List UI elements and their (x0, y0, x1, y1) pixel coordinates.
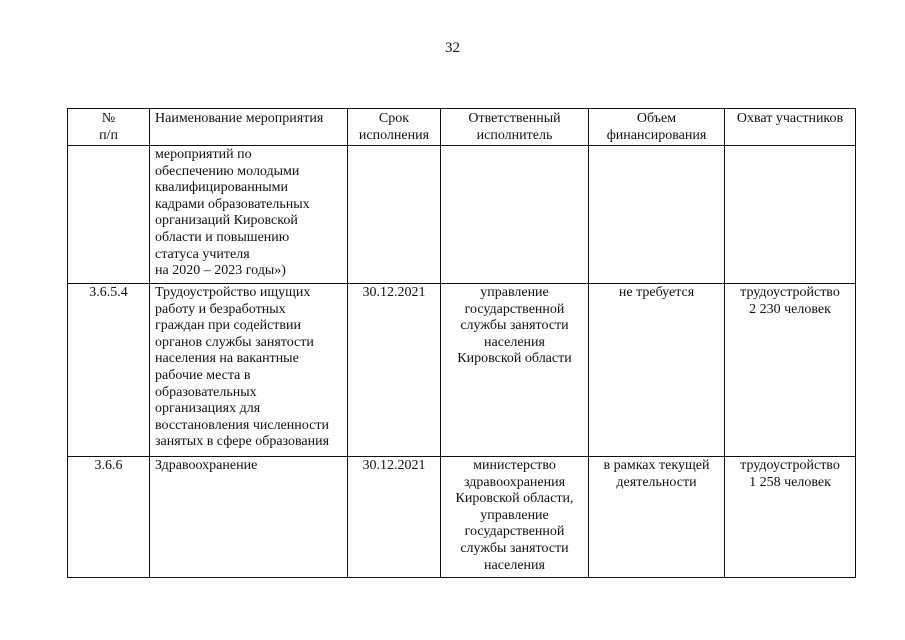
measures-table (67, 108, 856, 578)
cell-responsible: министерство здравоохранения Кировской области, управление государственной службы занятости населения (441, 457, 589, 578)
table-row (68, 457, 856, 578)
cell-num: 3.6.6 (68, 457, 150, 578)
cell-coverage: трудоустройство 1 258 человек (725, 457, 856, 578)
cell-deadline (348, 146, 441, 284)
cell-name: Трудоустройство ищущих работу и безработных граждан при содействии органов службы занятости населения на вакантные рабочие места в образовательных организациях для восстановления численности занятых в сфере образования (150, 284, 348, 457)
cell-responsible (441, 146, 589, 284)
header-funding: Объем финансирования (589, 109, 725, 146)
table-row (68, 284, 856, 457)
cell-funding: в рамках текущей деятельности (589, 457, 725, 578)
cell-name: мероприятий по обеспечению молодыми квалифицированными кадрами образовательных организаций Кировской области и повышению статуса учителя на 2020 – 2023 годы») (150, 146, 348, 284)
cell-deadline: 30.12.2021 (348, 457, 441, 578)
page-number: 32 (445, 40, 460, 56)
header-responsible: Ответственный исполнитель (441, 109, 589, 146)
header-name: Наименование мероприятия (150, 109, 348, 146)
cell-deadline: 30.12.2021 (348, 284, 441, 457)
header-deadline: Срок исполнения (348, 109, 441, 146)
table-row (68, 146, 856, 284)
table-header-row (68, 109, 856, 146)
cell-responsible: управление государственной службы занятости населения Кировской области (441, 284, 589, 457)
cell-funding (589, 146, 725, 284)
cell-coverage (725, 146, 856, 284)
cell-num: 3.6.5.4 (68, 284, 150, 457)
cell-name: Здравоохранение (150, 457, 348, 578)
cell-num (68, 146, 150, 284)
cell-coverage: трудоустройство 2 230 человек (725, 284, 856, 457)
header-coverage: Охват участников (725, 109, 856, 146)
cell-funding: не требуется (589, 284, 725, 457)
header-num: № п/п (68, 109, 150, 146)
